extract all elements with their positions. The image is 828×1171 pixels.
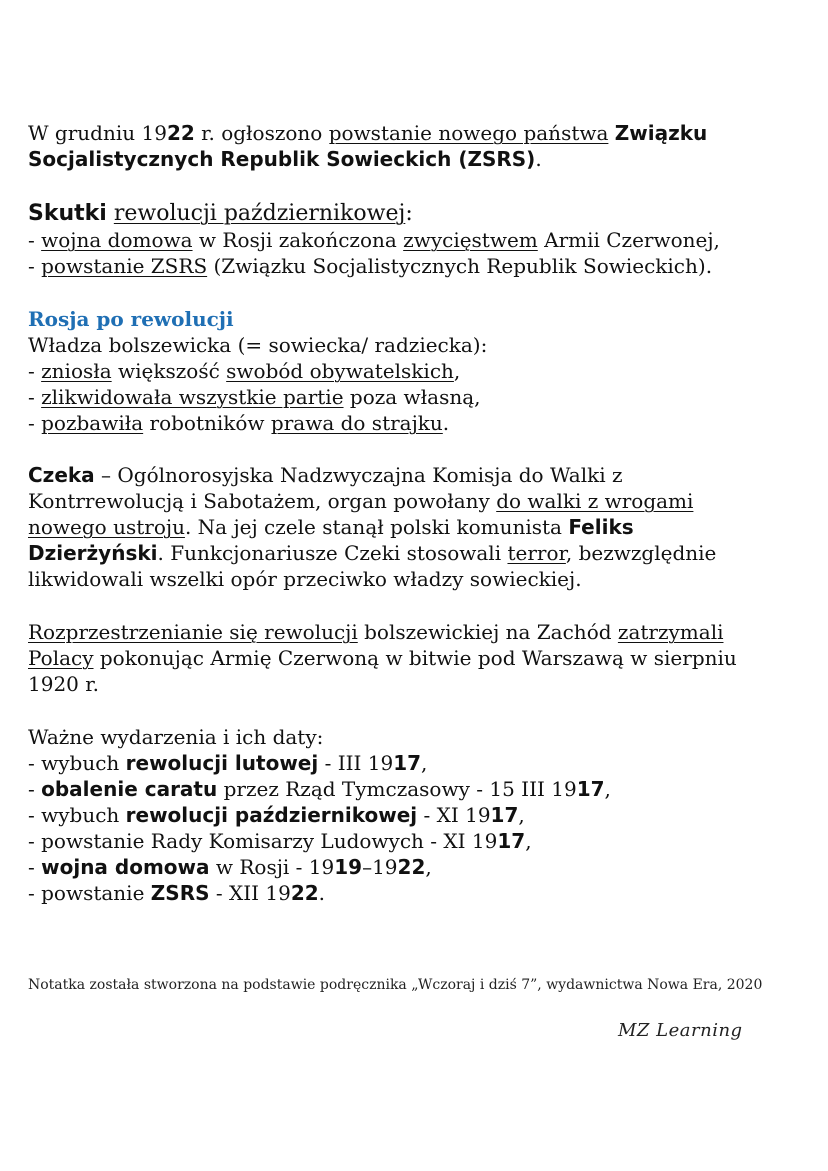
czeka-text: , bezwzględnie	[565, 541, 717, 565]
list-bold: 22	[397, 855, 426, 879]
skutki-colon: :	[405, 201, 413, 226]
list-dash: -	[28, 411, 42, 435]
list-text: ,	[604, 777, 611, 801]
skutki-heading-underlined: rewolucji październikowej	[113, 201, 406, 226]
list-item	[28, 828, 803, 854]
intro-text: W grudniu 19	[28, 121, 167, 145]
list-underlined: zwycięstwem	[403, 228, 538, 252]
skutki-heading: Skutki	[28, 201, 107, 226]
list-underlined: prawa do strajku	[270, 411, 443, 435]
list-text: - powstanie	[28, 881, 151, 905]
zachod-text: bolszewickiej na Zachód	[357, 620, 618, 644]
intro-paragraph	[28, 120, 803, 172]
list-text: ,	[425, 855, 432, 879]
czeka-text: – Ogólnorosyjska Nadzwyczajna Komisja do Walki z	[94, 463, 623, 487]
list-text: - powstanie Rady Komisarzy Ludowych - XI 19	[28, 829, 498, 853]
list-bold: ZSRS	[150, 881, 210, 905]
dates-section	[28, 724, 803, 906]
czeka-text: likwidowali wszelki opór przeciwko władzy sowieckiej.	[28, 567, 582, 591]
zachod-paragraph	[28, 619, 803, 697]
czeka-paragraph	[28, 462, 803, 592]
list-bold: 17	[393, 751, 422, 775]
czeka-term: Czeka	[28, 463, 95, 487]
list-item	[28, 776, 803, 802]
list-text: (Związku Socjalistycznych Republik Sowieckich).	[207, 254, 713, 278]
signature: MZ Learning	[618, 1020, 743, 1041]
list-dash: -	[28, 254, 42, 278]
list-dash: -	[28, 359, 42, 383]
list-text: -	[28, 855, 42, 879]
dates-intro: Ważne wydarzenia i ich daty:	[28, 725, 324, 749]
list-text: ,	[525, 829, 532, 853]
list-dash: -	[28, 385, 42, 409]
list-bold: rewolucji lutowej	[125, 751, 319, 775]
list-underlined: powstanie ZSRS	[41, 254, 208, 278]
czeka-bold: Dzierżyński	[28, 541, 158, 565]
list-underlined: pozbawiła	[41, 411, 144, 435]
list-text: .	[318, 881, 326, 905]
intro-bold: ZSRS)	[467, 147, 536, 171]
czeka-bold: Feliks	[568, 515, 634, 539]
intro-bold: (	[451, 147, 468, 171]
rosja-section	[28, 306, 803, 436]
list-bold: rewolucji październikowej	[125, 803, 418, 827]
intro-year: 22	[166, 121, 195, 145]
list-item	[28, 880, 803, 906]
list-text: Armii Czerwonej,	[537, 228, 720, 252]
list-bold: 17	[490, 803, 519, 827]
intro-bold: Socjalistycznych Republik Sowieckich	[28, 147, 452, 171]
czeka-text: Kontrrewolucją i Sabotażem, organ powołany	[28, 489, 497, 513]
zachod-underlined: zatrzymali	[617, 620, 724, 644]
intro-text: .	[535, 147, 542, 171]
list-underlined: zlikwidowała wszystkie partie	[41, 385, 344, 409]
czeka-text: . Funkcjonariusze Czeki stosowali	[157, 541, 508, 565]
list-item	[28, 854, 803, 880]
czeka-underlined: nowego ustroju	[28, 515, 185, 539]
list-item	[28, 802, 803, 828]
list-text: - wybuch	[28, 751, 126, 775]
list-text: –19	[362, 855, 398, 879]
list-text: - XI 19	[417, 803, 491, 827]
list-text: - III 19	[318, 751, 394, 775]
zachod-text: 1920 r.	[28, 672, 99, 696]
list-bold: obalenie caratu	[41, 777, 218, 801]
czeka-text: . Na jej czele stanął polski komunista	[184, 515, 569, 539]
list-item	[28, 750, 803, 776]
list-underlined: swobód obywatelskich	[226, 359, 454, 383]
rosja-heading: Rosja po rewolucji	[28, 307, 234, 331]
intro-underlined: powstanie nowego państwa	[328, 121, 609, 145]
list-text: ,	[518, 803, 525, 827]
list-dash: -	[28, 228, 42, 252]
list-bold: 19	[334, 855, 363, 879]
list-text: - wybuch	[28, 803, 126, 827]
list-text: poza własną,	[343, 385, 481, 409]
list-text: ,	[421, 751, 428, 775]
list-text: w Rosji zakończona	[192, 228, 404, 252]
zachod-underlined: Polacy	[28, 646, 94, 670]
list-bold: 17	[497, 829, 526, 853]
zachod-text: pokonując Armię Czerwoną w bitwie pod Warszawą w sierpniu	[93, 646, 737, 670]
intro-bold: Związku	[614, 121, 708, 145]
list-underlined: zniosła	[41, 359, 112, 383]
czeka-underlined: do walki z wrogami	[496, 489, 694, 513]
czeka-underlined: terror	[507, 541, 566, 565]
source-note: Notatka została stworzona na podstawie podręcznika „Wczoraj i dziś 7”, wydawnictwa Nowa Era, 2020	[28, 977, 763, 993]
list-text: ,	[453, 359, 461, 383]
list-text: -	[28, 777, 42, 801]
list-bold: wojna domowa	[41, 855, 210, 879]
list-text: .	[442, 411, 450, 435]
list-bold: 22	[290, 881, 319, 905]
list-text: przez Rząd Tymczasowy - 15 III 19	[217, 777, 577, 801]
list-underlined: wojna domowa	[41, 228, 193, 252]
list-text: w Rosji - 19	[209, 855, 335, 879]
list-bold: 17	[576, 777, 605, 801]
list-text: robotników	[143, 411, 271, 435]
list-text: - XII 19	[209, 881, 291, 905]
skutki-section	[28, 201, 803, 279]
rosja-intro: Władza bolszewicka (= sowiecka/ radziecka):	[28, 333, 488, 357]
zachod-underlined: Rozprzestrzenianie się rewolucji	[28, 620, 358, 644]
list-text: większość	[111, 359, 227, 383]
intro-text: r. ogłoszono	[194, 121, 329, 145]
